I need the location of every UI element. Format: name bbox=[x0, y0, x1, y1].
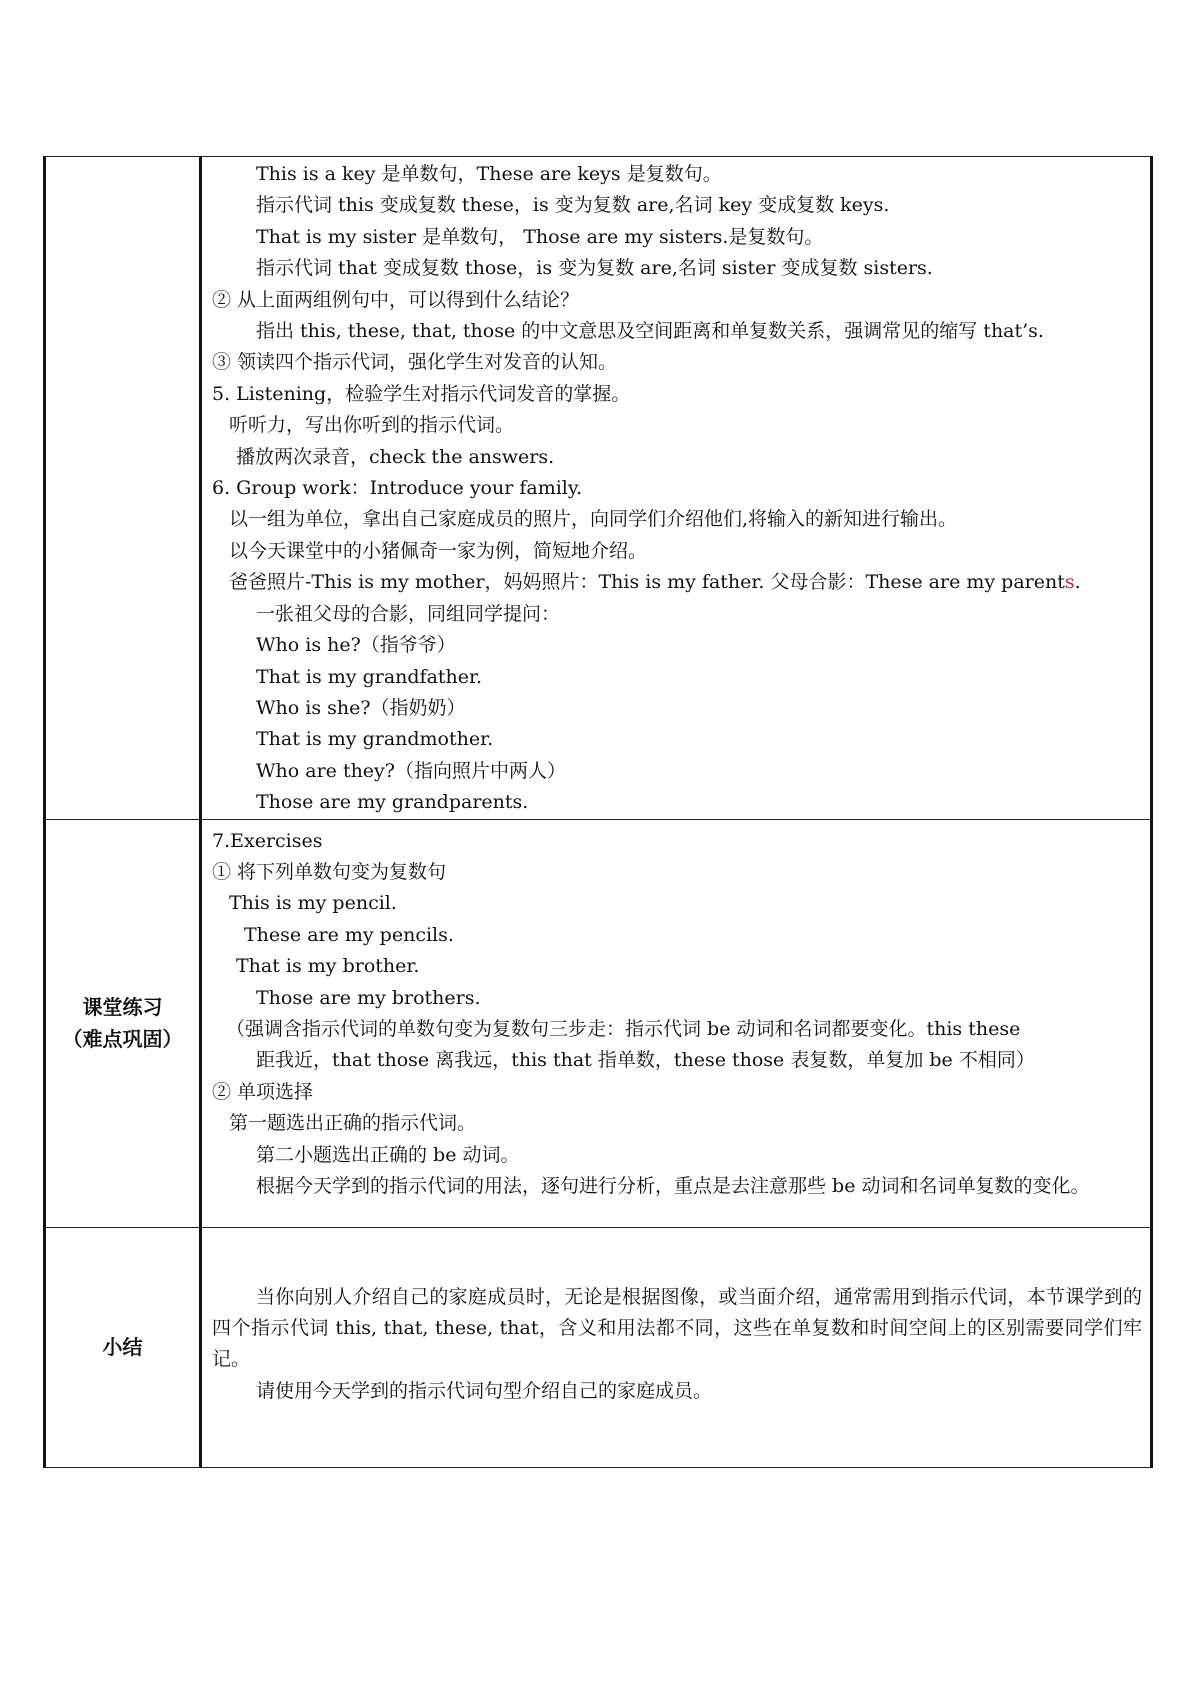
text-line: 第二小题选出正确的 be 动词。 bbox=[256, 1143, 520, 1166]
table-row bbox=[45, 157, 1152, 820]
text-line: That is my sister 是单数句， Those are my sisters.是复数句。 bbox=[256, 225, 824, 248]
row-label: 课堂练习 bbox=[82, 995, 163, 1020]
text-paragraph: 当你向别人介绍自己的家庭成员时，无论是根据图像，或当面介绍，通常需用到指示代词，本节课学到的四个指示代词 this, that, these, that，含义和用法都不同，这些在单复数和时间空间上的区别需要同学们牢记。 bbox=[212, 1285, 1142, 1371]
text-segment: . bbox=[1074, 571, 1081, 594]
text-line: 以今天课堂中的小猪佩奇一家为例，简短地介绍。 bbox=[229, 539, 648, 562]
text-line: 播放两次录音，check the answers. bbox=[236, 445, 555, 468]
text-line: These are my pencils. bbox=[244, 923, 454, 946]
text-line: Who is she?（指奶奶） bbox=[256, 696, 466, 719]
row-content-cell bbox=[201, 157, 1152, 820]
text-line: This is my pencil. bbox=[229, 892, 397, 915]
highlighted-letter: s bbox=[1064, 571, 1075, 594]
table-row bbox=[45, 819, 1152, 1227]
text-line: 指出 this, these, that, those 的中文意思及空间距离和单复数关系，强调常见的缩写 that’s. bbox=[256, 320, 1044, 343]
text-line: ② 单项选择 bbox=[212, 1080, 314, 1103]
text-line: 听听力，写出你听到的指示代词。 bbox=[229, 414, 515, 437]
text-line: That is my brother. bbox=[236, 955, 420, 978]
row-label-cell bbox=[45, 157, 201, 820]
text-line: That is my grandfather. bbox=[256, 665, 483, 688]
row-label-cell bbox=[45, 819, 201, 1227]
text-line: ① 将下列单数句变为复数句 bbox=[212, 860, 447, 883]
text-line: 指示代词 this 变成复数 these，is 变为复数 are,名词 key 变成复数 keys. bbox=[256, 194, 890, 217]
text-line: 以一组为单位，拿出自己家庭成员的照片，向同学们介绍他们,将输入的新知进行输出。 bbox=[229, 508, 958, 531]
lesson-plan-table bbox=[43, 156, 1153, 1468]
table-row bbox=[45, 1227, 1152, 1467]
row-label: 小结 bbox=[102, 1335, 143, 1360]
text-line bbox=[202, 567, 1150, 598]
text-line: （强调含指示代词的单数句变为复数句三步走：指示代词 be 动词和名词都要变化。this these bbox=[226, 1017, 1021, 1040]
text-line: Who are they?（指向照片中两人） bbox=[256, 759, 566, 782]
text-line: 指示代词 that 变成复数 those，is 变为复数 are,名词 sister 变成复数 sisters. bbox=[256, 257, 933, 280]
text-line: 第一题选出正确的指示代词。 bbox=[229, 1112, 477, 1135]
text-line: Those are my grandparents. bbox=[256, 791, 529, 814]
row-label-cell bbox=[45, 1227, 201, 1467]
text-line: 6. Group work：Introduce your family. bbox=[212, 477, 583, 500]
text-line: 5. Listening，检验学生对指示代词发音的掌握。 bbox=[212, 382, 631, 405]
text-line: Who is he?（指爷爷） bbox=[256, 634, 456, 657]
text-line: Those are my brothers. bbox=[256, 986, 481, 1009]
row-content-cell bbox=[201, 819, 1152, 1227]
text-line: 请使用今天学到的指示代词句型介绍自己的家庭成员。 bbox=[256, 1379, 713, 1402]
text-line: 距我近，that those 离我远，this that 指单数，these those 表复数，单复加 be 不相同） bbox=[256, 1049, 1035, 1072]
text-line: ③ 领读四个指示代词，强化学生对发音的认知。 bbox=[212, 351, 618, 374]
row-label-sub: （难点巩固） bbox=[62, 1027, 183, 1052]
text-line: ② 从上面两组例句中，可以得到什么结论？ bbox=[212, 288, 580, 311]
text-line: That is my grandmother. bbox=[256, 728, 494, 751]
text-segment: 爸爸照片-This is my mother，妈妈照片：This is my father. 父母合影：These are my parent bbox=[229, 571, 1065, 594]
text-line: 一张祖父母的合影，同组同学提问： bbox=[256, 602, 561, 625]
text-line: This is a key 是单数句，These are keys 是复数句。 bbox=[256, 163, 722, 185]
row-content-cell bbox=[201, 1227, 1152, 1467]
text-paragraph: 根据今天学到的指示代词的用法，逐句进行分析，重点是去注意那些 be 动词和名词单复数的变化。 bbox=[256, 1175, 1090, 1197]
text-line: 7.Exercises bbox=[212, 829, 323, 852]
